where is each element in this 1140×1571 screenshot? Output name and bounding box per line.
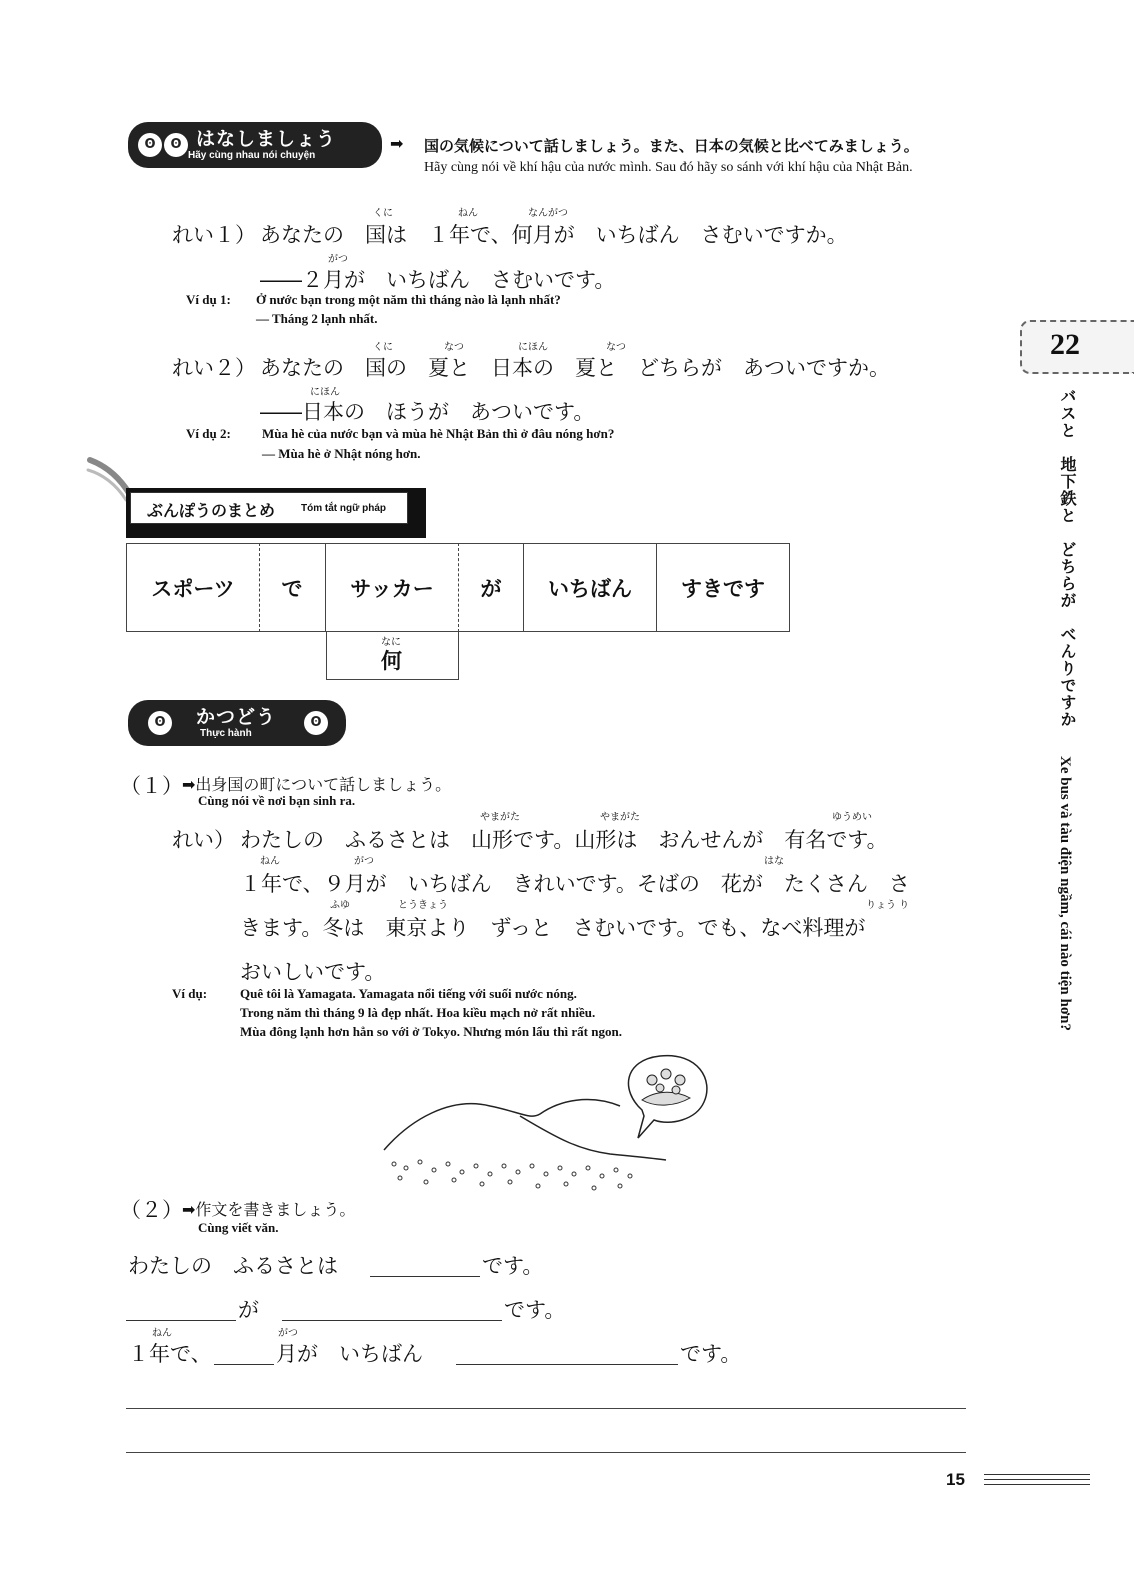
face-icon-right: ʘ <box>304 711 328 735</box>
example2-line2: ――日本の ほうが あついです。 <box>260 400 595 424</box>
task2-instruction-jp: ➡作文を書きましょう。 <box>182 1200 356 1219</box>
ruby: ねん <box>152 1328 172 1339</box>
page-number-rule-mid <box>984 1479 1090 1480</box>
blank-predicate[interactable] <box>282 1320 502 1321</box>
face-icon-left: ʘ <box>138 133 162 157</box>
grammar-sub-cell <box>326 631 459 680</box>
task1-rei-line3: きます。冬は 東京より ずっと さむいです。でも、なべ料理が <box>240 916 866 940</box>
example2-vi-line2: — Mùa hè ở Nhật nóng hơn. <box>262 446 421 461</box>
task2-instruction-vi: Cùng viết văn. <box>198 1220 279 1235</box>
task1-rei-line4: おいしいです。 <box>240 960 386 984</box>
example1-vi-line1: Ở nước bạn trong một năm thì tháng nào là lạnh nhất? <box>256 292 561 307</box>
grammar-subtitle: Tóm tắt ngữ pháp <box>301 503 387 514</box>
ruby: ねん <box>458 208 478 219</box>
example2-line1: あなたの 国の 夏と 日本の 夏と どちらが あついですか。 <box>260 356 890 380</box>
hanashi-header-pill <box>128 122 382 168</box>
hanashi-instruction-vi: Hãy cùng nói về khí hậu của nước mình. Sau đó hãy so sánh với khí hậu của Nhật Bản. <box>424 160 913 175</box>
task1-vi-line3: Mùa đông lạnh hơn hẳn so với ở Tokyo. Nhưng món lẩu thì rất ngon. <box>240 1024 622 1039</box>
task2-label: （２） <box>120 1198 183 1222</box>
ruby: ふゆ <box>330 900 350 911</box>
example1-vi-line2: — Tháng 2 lạnh nhất. <box>256 311 378 326</box>
grammar-sub-cell-text: 何 <box>381 649 402 673</box>
grammar-cell-de: で <box>259 543 326 632</box>
blank-subject[interactable] <box>126 1320 236 1321</box>
task1-rei-line1: わたしの ふるさとは 山形です。山形は おんせんが 有名です。 <box>240 828 888 852</box>
task1-rei-label: れい） <box>172 828 235 852</box>
ruby: やまがた <box>600 812 640 823</box>
grammar-header-box <box>126 488 426 538</box>
grammar-cell-sukidesu: すきです <box>657 543 790 632</box>
hanashi-subtitle: Hãy cùng nhau nói chuyện <box>188 150 316 161</box>
task1-instruction-vi: Cùng nói về nơi bạn sinh ra. <box>198 793 356 808</box>
ruby: なつ <box>444 342 464 353</box>
ruby: なつ <box>606 342 626 353</box>
ruby: ゆうめい <box>832 812 872 823</box>
task2-line3-mid: 月が いちばん <box>276 1342 423 1366</box>
page-number-rule-bottom <box>984 1484 1090 1485</box>
ruby: がつ <box>328 254 348 265</box>
task1-vi-line1: Quê tôi là Yamagata. Yamagata nổi tiếng với suối nước nóng. <box>240 986 577 1001</box>
hanashi-title: はなしましょう <box>196 128 337 150</box>
task2-line3-end: です。 <box>680 1342 742 1366</box>
task2-line1-start: わたしの ふるさとは <box>128 1254 338 1278</box>
chapter-badge <box>1020 320 1134 374</box>
ruby: とうきょう <box>398 900 448 911</box>
task1-instruction-jp: ➡出身国の町について話しましょう。 <box>182 775 452 794</box>
example2-label: れい２） <box>172 356 256 380</box>
task1-rei-line2: １年で、９月が いちばん きれいです。そばの 花が たくさん さ <box>240 872 910 896</box>
ruby: にほん <box>310 387 340 398</box>
task2-line1-end: です。 <box>482 1254 544 1278</box>
grammar-cell-soccer: サッカー <box>326 543 459 632</box>
hills-flowers-illustration <box>380 1050 720 1200</box>
chapter-side-title-jp: バスと 地下鉄と どちらが べんりですか <box>1058 388 1077 728</box>
chapter-side-title-vi: Xe bus và tàu điện ngầm, cái nào tiện hơn? <box>1057 756 1073 1032</box>
grammar-title: ぶんぽうのまとめ <box>147 501 276 520</box>
page-number-rule-top <box>984 1474 1090 1475</box>
ruby: ねん <box>260 856 280 867</box>
writing-line-1[interactable] <box>126 1408 966 1409</box>
blank-hometown[interactable] <box>370 1276 480 1277</box>
ruby: なんがつ <box>528 208 568 219</box>
task1-vi-line2: Trong năm thì tháng 9 là đẹp nhất. Hoa kiều mạch nở rất nhiều. <box>240 1005 596 1020</box>
arrow-right-icon: ➡ <box>390 134 404 153</box>
ruby: やまがた <box>480 812 520 823</box>
blank-description[interactable] <box>456 1364 678 1365</box>
grammar-cell-sports: スポーツ <box>126 543 260 632</box>
ruby: なに <box>381 637 401 648</box>
chapter-number: 22 <box>1050 328 1080 361</box>
example1-vi-label: Ví dụ 1: <box>186 292 231 307</box>
face-icon-left: ʘ <box>148 711 172 735</box>
blank-month[interactable] <box>214 1364 274 1365</box>
grammar-cell-ichiban: いちばん <box>524 543 657 632</box>
task2-line3-start: １年で、 <box>128 1342 212 1366</box>
example2-vi-label: Ví dụ 2: <box>186 426 231 441</box>
ruby: にほん <box>518 342 548 353</box>
activity-subtitle: Thực hành <box>200 728 252 739</box>
task2-line2-ga: が <box>238 1298 259 1322</box>
ruby: はな <box>764 856 784 867</box>
task1-vi-label: Ví dụ: <box>172 986 208 1001</box>
ruby: くに <box>373 208 393 219</box>
ruby: がつ <box>354 856 374 867</box>
ruby: りょう り <box>866 900 910 911</box>
example1-label: れい１） <box>172 223 256 247</box>
grammar-cell-ga: が <box>459 543 524 632</box>
ruby: くに <box>373 342 393 353</box>
face-icon-right: ʘ <box>164 133 188 157</box>
activity-title: かつどう <box>196 706 277 728</box>
example2-vi-line1: Mùa hè của nước bạn và mùa hè Nhật Bản thì ở đâu nóng hơn? <box>262 426 615 441</box>
ruby: がつ <box>278 1328 298 1339</box>
hanashi-instruction-jp: 国の気候について話しましょう。また、日本の気候と比べてみましょう。 <box>424 137 919 155</box>
example1-line2: ――２月が いちばん さむいです。 <box>260 268 616 292</box>
page-number: 15 <box>946 1470 965 1489</box>
writing-line-2[interactable] <box>126 1452 966 1453</box>
activity-header-pill <box>128 700 346 746</box>
grammar-header-inner <box>130 492 408 524</box>
task1-label: （１） <box>120 774 183 798</box>
task2-line2-end: です。 <box>504 1298 566 1322</box>
example1-line1: あなたの 国は １年で、何月が いちばん さむいですか。 <box>260 223 848 247</box>
